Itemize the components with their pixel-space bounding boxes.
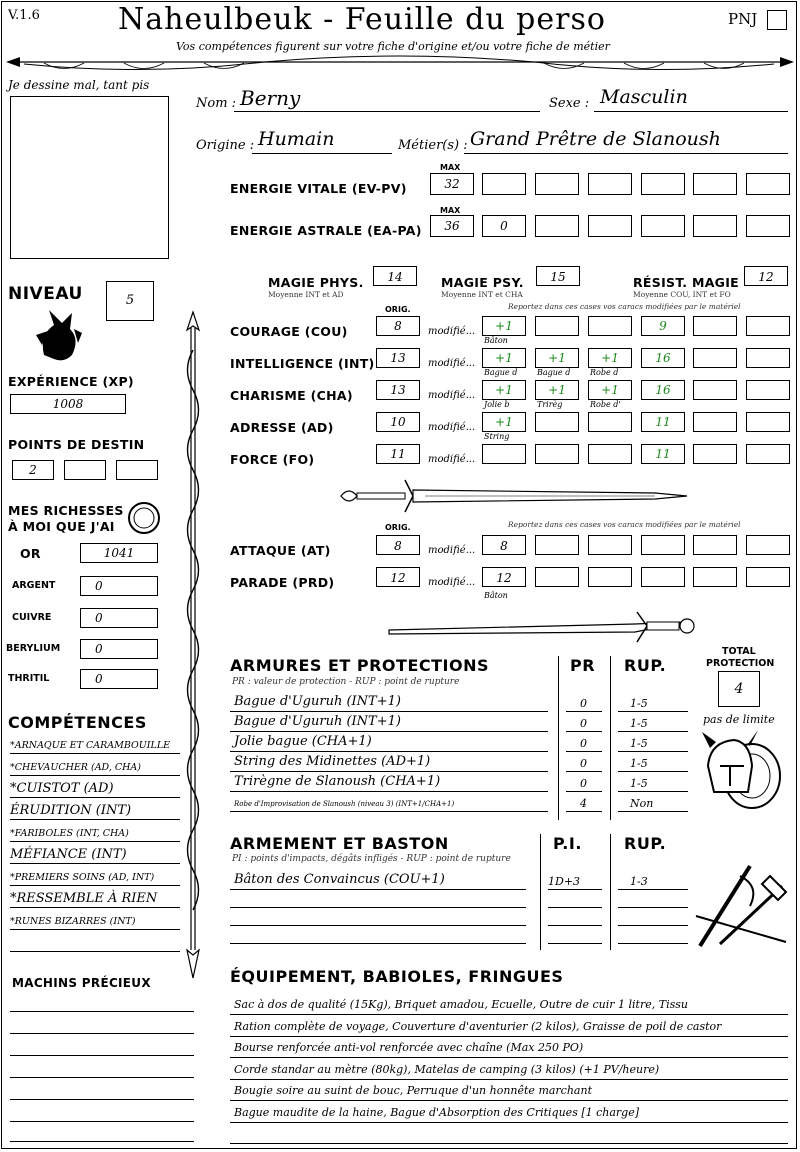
stat-mod-note: Bague d xyxy=(484,368,518,377)
armure-rup[interactable]: 1-5 xyxy=(630,757,648,770)
competence-item: *CUISTOT (AD) xyxy=(10,781,114,796)
competence-line xyxy=(10,929,180,930)
stat-mod-note: Trirèg xyxy=(537,400,563,409)
competence-line xyxy=(10,885,180,886)
ea-box[interactable] xyxy=(588,215,632,237)
armure-line xyxy=(618,771,688,772)
stat-mod-box[interactable]: +1 xyxy=(482,380,526,400)
parade-box[interactable] xyxy=(746,567,790,587)
parade-modif-label: modifié... xyxy=(428,577,476,588)
equipement-line xyxy=(230,1036,788,1037)
attaque-box[interactable] xyxy=(641,535,685,555)
armure-rup[interactable]: 1-5 xyxy=(630,717,648,730)
sexe-value[interactable]: Masculin xyxy=(600,86,688,108)
stat-label: FORCE (FO) xyxy=(230,452,315,467)
competence-line xyxy=(10,819,180,820)
competence-item: *PREMIERS SOINS (AD, INT) xyxy=(10,872,155,883)
stat-mod-box[interactable]: +1 xyxy=(588,348,632,368)
stat-box[interactable] xyxy=(746,412,790,432)
stat-modif-label: modifié... xyxy=(428,422,476,433)
armure-line xyxy=(618,711,688,712)
sword-ornament xyxy=(335,476,695,516)
sword-ornament xyxy=(385,606,705,646)
stat-mod-box[interactable] xyxy=(588,412,632,432)
nom-label: Nom : xyxy=(196,96,237,111)
armure-line xyxy=(618,751,688,752)
ea-current-box[interactable]: 0 xyxy=(482,215,526,237)
metier-underline xyxy=(464,153,788,154)
destin-label: POINTS DE DESTIN xyxy=(8,437,145,452)
stat-mod-box[interactable]: +1 xyxy=(482,316,526,336)
armure-line xyxy=(618,811,688,812)
destin-box[interactable] xyxy=(64,460,106,480)
armure-name[interactable]: Trirègne de Slanoush (CHA+1) xyxy=(234,774,441,789)
thritil-label: THRITIL xyxy=(8,673,50,684)
portrait-caption: Je dessine mal, tant pis xyxy=(8,78,150,92)
equipement-line xyxy=(230,1057,788,1058)
ev-max-label: MAX xyxy=(440,163,461,172)
weapons-icon xyxy=(690,856,794,956)
parade-label: PARADE (PRD) xyxy=(230,575,335,590)
portrait-box[interactable] xyxy=(10,96,169,259)
equipement-line-text[interactable]: Bougie soire au suint de bouc, Perruque d'un honnête marchant xyxy=(234,1084,592,1097)
stat-box[interactable] xyxy=(693,412,737,432)
competence-line[interactable] xyxy=(10,951,180,952)
competence-item: *CHEVAUCHER (AD, CHA) xyxy=(10,762,141,773)
xp-label: EXPÉRIENCE (XP) xyxy=(8,374,134,389)
stat-final-box[interactable]: 16 xyxy=(641,348,685,368)
armure-line xyxy=(230,751,548,752)
equipement-line-text[interactable]: Ration complète de voyage, Couverture d'aventurier (2 kilos), Graisse de poil de castor xyxy=(234,1019,722,1033)
equipement-line-text[interactable]: Bourse renforcée anti-vol renforcée avec chaîne (Max 250 PO) xyxy=(234,1041,584,1054)
magie-phys-hint: Moyenne INT et AD xyxy=(268,290,344,299)
machins-line[interactable] xyxy=(10,1011,194,1012)
stat-mod-box[interactable] xyxy=(535,316,579,336)
coin-icon xyxy=(126,500,162,536)
parade-box[interactable] xyxy=(588,567,632,587)
berylium-label: BERYLIUM xyxy=(6,643,61,654)
armure-line xyxy=(566,751,602,752)
arme-line[interactable] xyxy=(548,907,602,908)
stat-mod-note: Bague d xyxy=(537,368,571,377)
competence-line xyxy=(10,863,180,864)
cuivre-label: CUIVRE xyxy=(12,612,52,623)
arme-line[interactable] xyxy=(230,907,526,908)
or-label: OR xyxy=(20,546,41,561)
rup-header: RUP. xyxy=(624,656,667,675)
niveau-label: NIVEAU xyxy=(8,284,83,304)
competence-item: *FARIBOLES (INT, CHA) xyxy=(10,828,129,839)
armure-line xyxy=(566,811,602,812)
pnj-checkbox[interactable] xyxy=(767,10,787,30)
ev-box[interactable] xyxy=(588,173,632,195)
magie-phys-label: MAGIE PHYS. xyxy=(268,275,364,290)
metier-label: Métier(s) : xyxy=(398,138,468,153)
stat-mod-note: String xyxy=(484,432,510,441)
ev-box[interactable] xyxy=(693,173,737,195)
pi-header: P.I. xyxy=(553,834,582,853)
niveau-box[interactable]: 5 xyxy=(106,281,154,321)
armure-rup[interactable]: 1-5 xyxy=(630,737,648,750)
arme-line xyxy=(230,889,526,890)
version-label: V.1.6 xyxy=(8,8,40,23)
parade-box[interactable] xyxy=(641,567,685,587)
resist-magie-box[interactable]: 12 xyxy=(744,266,788,286)
competence-line xyxy=(10,797,180,798)
stat-label: ADRESSE (AD) xyxy=(230,420,334,435)
competence-item: *ARNAQUE ET CARAMBOUILLE xyxy=(10,740,171,751)
parade-note: Bâton xyxy=(484,591,508,600)
attaque-orig-box[interactable]: 8 xyxy=(376,535,420,555)
combat-hint: Reportez dans ces cases vos caracs modifiées par le matériel xyxy=(508,520,741,529)
armure-pr[interactable]: 0 xyxy=(580,737,587,750)
competence-line xyxy=(10,841,180,842)
magie-phys-box[interactable]: 14 xyxy=(373,266,417,286)
stat-orig-box[interactable]: 8 xyxy=(376,316,420,336)
nom-value[interactable]: Berny xyxy=(240,86,301,110)
sexe-underline xyxy=(594,111,788,112)
competence-item: ÉRUDITION (INT) xyxy=(10,803,132,818)
origine-underline xyxy=(252,153,392,154)
armure-name[interactable]: Bague d'Uguruh (INT+1) xyxy=(234,694,401,709)
armure-rup[interactable]: 1-5 xyxy=(630,697,648,710)
attaque-box[interactable] xyxy=(746,535,790,555)
origine-label: Origine : xyxy=(196,138,255,153)
dragon-icon xyxy=(34,305,84,365)
equipement-line xyxy=(230,1100,788,1101)
stat-final-box[interactable]: 11 xyxy=(641,444,685,464)
or-box[interactable]: 1041 xyxy=(80,543,158,563)
orig-label: ORIG. xyxy=(385,305,411,314)
armures-hint: PR : valeur de protection - RUP : point de rupture xyxy=(232,677,460,687)
arme-pi[interactable]: 1D+3 xyxy=(548,875,581,888)
ev-max-box[interactable]: 32 xyxy=(430,173,474,195)
armure-line xyxy=(230,791,548,792)
equipement-line xyxy=(230,1079,788,1080)
armure-name[interactable]: Robe d'Improvisation de Slanoush (niveau 3) (INT+1/CHA+1) xyxy=(234,800,455,808)
cuivre-box[interactable]: 0 xyxy=(80,608,158,628)
xp-box[interactable]: 1008 xyxy=(10,394,126,414)
thritil-box[interactable]: 0 xyxy=(80,669,158,689)
arme-line[interactable] xyxy=(618,907,688,908)
magie-psy-box[interactable]: 15 xyxy=(536,266,580,286)
equipement-line[interactable] xyxy=(230,1143,788,1144)
ea-box[interactable] xyxy=(641,215,685,237)
richesses-label-2: À MOI QUE J'AI xyxy=(8,519,115,534)
stat-box[interactable] xyxy=(746,380,790,400)
arme-line[interactable] xyxy=(230,925,526,926)
ea-box[interactable] xyxy=(746,215,790,237)
ev-box[interactable] xyxy=(746,173,790,195)
nom-underline xyxy=(234,111,540,112)
attaque-box[interactable] xyxy=(693,535,737,555)
stat-label: INTELLIGENCE (INT) xyxy=(230,356,375,371)
ev-label: ENERGIE VITALE (EV-PV) xyxy=(230,181,407,196)
equipement-line xyxy=(230,1014,788,1015)
resist-magie-label: RÉSIST. MAGIE xyxy=(633,275,740,290)
destin-box[interactable]: 2 xyxy=(12,460,54,480)
stat-mod-box[interactable] xyxy=(482,444,526,464)
competence-item: *RUNES BIZARRES (INT) xyxy=(10,916,136,927)
stat-final-box[interactable]: 9 xyxy=(641,316,685,336)
competence-line xyxy=(10,753,180,754)
armure-line xyxy=(230,811,548,812)
magie-psy-hint: Moyenne INT et CHA xyxy=(441,290,523,299)
stat-label: COURAGE (COU) xyxy=(230,324,348,339)
ea-box[interactable] xyxy=(693,215,737,237)
stat-orig-box[interactable]: 13 xyxy=(376,348,420,368)
armement-hint: PI : points d'impacts, dégâts infligés - RUP : point de rupture xyxy=(232,854,511,864)
stat-orig-box[interactable]: 11 xyxy=(376,444,420,464)
ea-label: ENERGIE ASTRALE (EA-PA) xyxy=(230,223,422,238)
stat-orig-box[interactable]: 10 xyxy=(376,412,420,432)
ev-box[interactable] xyxy=(482,173,526,195)
arme-line xyxy=(548,889,602,890)
armure-pr[interactable]: 0 xyxy=(580,717,587,730)
attaque-box[interactable] xyxy=(588,535,632,555)
stat-box[interactable] xyxy=(746,316,790,336)
stat-mod-box[interactable] xyxy=(588,316,632,336)
col-divider xyxy=(610,834,611,950)
attaque-box[interactable] xyxy=(535,535,579,555)
page-subtitle: Vos compétences figurent sur votre fiche d'origine et/ou votre fiche de métier xyxy=(176,40,610,53)
stat-modif-label: modifié... xyxy=(428,390,476,401)
equipement-line-text[interactable]: Bague maudite de la haine, Bague d'Absorption des Critiques [1 charge] xyxy=(234,1105,640,1119)
parade-mod-box[interactable]: 12 xyxy=(482,567,526,587)
machins-line[interactable] xyxy=(10,1141,194,1142)
competence-item: *RESSEMBLE À RIEN xyxy=(10,891,158,906)
combat-orig-label: ORIG. xyxy=(385,523,411,532)
attaque-modif-label: modifié... xyxy=(428,545,476,556)
page-title: Naheulbeuk - Feuille du perso xyxy=(118,2,606,37)
armure-line xyxy=(230,731,548,732)
ev-box[interactable] xyxy=(641,173,685,195)
armure-line xyxy=(566,791,602,792)
armure-name[interactable]: Bague d'Uguruh (INT+1) xyxy=(234,714,401,729)
magie-psy-label: MAGIE PSY. xyxy=(441,275,524,290)
total-label-2: PROTECTION xyxy=(706,658,775,669)
stat-box[interactable] xyxy=(746,444,790,464)
arme-rup[interactable]: 1-3 xyxy=(630,875,648,888)
armure-line xyxy=(566,731,602,732)
stat-box[interactable] xyxy=(693,348,737,368)
destin-box[interactable] xyxy=(116,460,158,480)
ea-max-box[interactable]: 36 xyxy=(430,215,474,237)
machins-line[interactable] xyxy=(10,1099,194,1100)
stat-mod-box[interactable]: +1 xyxy=(482,348,526,368)
stat-modif-label: modifié... xyxy=(428,326,476,337)
attaque-mod-box[interactable]: 8 xyxy=(482,535,526,555)
arme-name[interactable]: Bâton des Convaincus (COU+1) xyxy=(234,872,445,887)
arme-line[interactable] xyxy=(548,943,602,944)
stat-mod-box[interactable]: +1 xyxy=(588,380,632,400)
armure-line xyxy=(618,791,688,792)
armement-title: ARMEMENT ET BASTON xyxy=(230,834,449,853)
equipement-line-text[interactable]: Sac à dos de qualité (15Kg), Briquet amadou, Ecuelle, Outre de cuir 1 litre, Tissu xyxy=(234,998,688,1011)
ea-max-label: MAX xyxy=(440,206,461,215)
armure-pr[interactable]: 4 xyxy=(580,797,587,810)
stat-final-box[interactable]: 11 xyxy=(641,412,685,432)
competence-line xyxy=(10,775,180,776)
machins-line[interactable] xyxy=(10,1077,194,1078)
arme-line[interactable] xyxy=(618,943,688,944)
stat-modif-label: modifié... xyxy=(428,358,476,369)
total-protection-box[interactable]: 4 xyxy=(718,671,760,707)
stats-hint: Reportez dans ces cases vos caracs modifiées par le matériel xyxy=(508,302,741,311)
arme-line xyxy=(618,889,688,890)
total-label: TOTAL xyxy=(722,646,756,657)
equipement-line xyxy=(230,1122,788,1123)
sexe-label: Sexe : xyxy=(549,96,590,111)
armement-rup-header: RUP. xyxy=(624,834,667,853)
attaque-label: ATTAQUE (AT) xyxy=(230,543,331,558)
stat-mod-box[interactable]: +1 xyxy=(535,348,579,368)
machins-line[interactable] xyxy=(10,1121,194,1122)
stat-mod-note: Robe d xyxy=(590,368,619,377)
metier-value[interactable]: Grand Prêtre de Slanoush xyxy=(470,128,721,150)
stat-mod-box[interactable]: +1 xyxy=(482,412,526,432)
armure-line xyxy=(230,771,548,772)
berylium-box[interactable]: 0 xyxy=(80,639,158,659)
armure-line xyxy=(566,711,602,712)
arme-line[interactable] xyxy=(548,925,602,926)
parade-box[interactable] xyxy=(693,567,737,587)
competence-line xyxy=(10,907,180,908)
origine-value[interactable]: Humain xyxy=(258,128,335,150)
richesses-label: MES RICHESSES xyxy=(8,503,124,518)
stat-mod-box[interactable]: +1 xyxy=(535,380,579,400)
competence-item: MÉFIANCE (INT) xyxy=(10,847,127,862)
ev-box[interactable] xyxy=(535,173,579,195)
stat-box[interactable] xyxy=(693,316,737,336)
armure-pr[interactable]: 0 xyxy=(580,777,587,790)
stat-mod-box[interactable] xyxy=(535,444,579,464)
armure-rup[interactable]: Non xyxy=(630,797,654,810)
col-divider xyxy=(558,656,559,820)
resist-magie-hint: Moyenne COU, INT et FO xyxy=(633,290,731,299)
stat-orig-box[interactable]: 13 xyxy=(376,380,420,400)
equipement-title: ÉQUIPEMENT, BABIOLES, FRINGUES xyxy=(230,967,564,986)
stat-mod-note: Bâton xyxy=(484,336,508,345)
stat-box[interactable] xyxy=(693,444,737,464)
parade-box[interactable] xyxy=(535,567,579,587)
armure-name[interactable]: String des Midinettes (AD+1) xyxy=(234,754,431,769)
armures-title: ARMURES ET PROTECTIONS xyxy=(230,656,489,675)
pr-header: PR xyxy=(570,656,596,675)
machins-title: MACHINS PRÉCIEUX xyxy=(12,976,151,990)
argent-label: ARGENT xyxy=(12,580,56,591)
stat-label: CHARISME (CHA) xyxy=(230,388,353,403)
machins-line[interactable] xyxy=(10,1033,194,1034)
stat-mod-note: Robe d' xyxy=(590,400,621,409)
armure-line xyxy=(566,771,602,772)
staff-ornament xyxy=(178,310,208,980)
armure-line xyxy=(618,731,688,732)
armure-rup[interactable]: 1-5 xyxy=(630,777,648,790)
col-divider xyxy=(610,656,611,820)
stat-mod-box[interactable] xyxy=(588,444,632,464)
stat-mod-note: Jolie b xyxy=(484,400,510,409)
argent-box[interactable]: 0 xyxy=(80,576,158,596)
limit-note: pas de limite xyxy=(703,713,775,726)
equipement-line-text[interactable]: Corde standar au mètre (80kg), Matelas de camping (3 kilos) (+1 PV/heure) xyxy=(234,1062,660,1076)
ea-box[interactable] xyxy=(535,215,579,237)
armure-line xyxy=(230,711,548,712)
competences-title: COMPÉTENCES xyxy=(8,713,147,732)
armure-pr[interactable]: 0 xyxy=(580,757,587,770)
machins-line[interactable] xyxy=(10,1055,194,1056)
pnj-label: PNJ xyxy=(728,10,758,28)
stat-modif-label: modifié... xyxy=(428,454,476,465)
title-ornament xyxy=(4,50,796,80)
stat-box[interactable] xyxy=(693,380,737,400)
stat-final-box[interactable]: 16 xyxy=(641,380,685,400)
armure-name[interactable]: Jolie bague (CHA+1) xyxy=(234,734,372,749)
arme-line[interactable] xyxy=(618,925,688,926)
armure-pr[interactable]: 0 xyxy=(580,697,587,710)
helmet-shield-icon xyxy=(700,726,784,812)
parade-orig-box[interactable]: 12 xyxy=(376,567,420,587)
col-divider xyxy=(540,834,541,950)
stat-box[interactable] xyxy=(746,348,790,368)
stat-mod-box[interactable] xyxy=(535,412,579,432)
arme-line[interactable] xyxy=(230,943,526,944)
